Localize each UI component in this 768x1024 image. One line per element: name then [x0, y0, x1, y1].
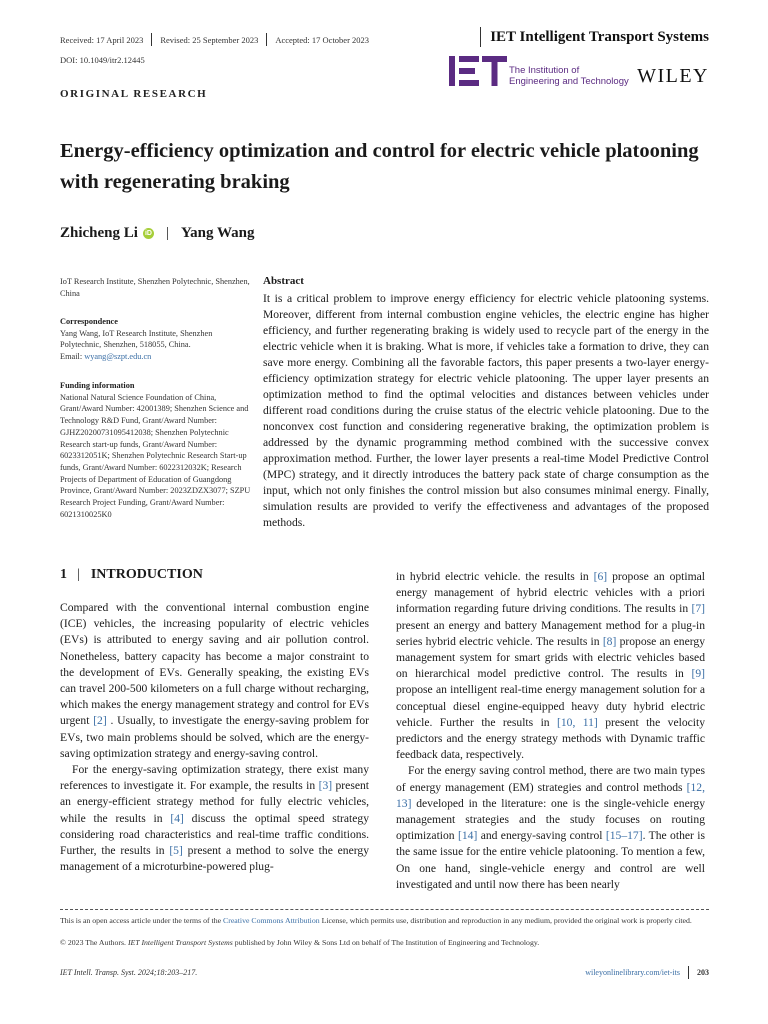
page-footer [585, 966, 709, 979]
section-title: INTRODUCTION [90, 567, 203, 582]
citation-link[interactable]: [4] [170, 811, 184, 825]
text-run: . Usually, to investigate the energy-saving problem for EVs, two main problems should be solved, which are the energy-saving optimization strategy and energy-saving control. [60, 714, 369, 760]
page-number: 203 [697, 968, 709, 977]
text-run: This is an open access article under the terms of the [60, 916, 224, 925]
citation-link[interactable]: [10, 11] [557, 715, 598, 729]
divider [480, 27, 481, 47]
text-run: propose an optimal energy management of hybrid electric vehicles with a priori information regarding future driving conditions. The results in [396, 570, 705, 616]
citation-link[interactable]: [7] [691, 602, 705, 616]
text-run: . The other is the same issue for the entire vehicle platooning. To mention a few, On one hand, single-vehicle energy and control are well investigated and until now there has been nearly [396, 829, 705, 891]
website-link[interactable]: wileyonlinelibrary.com/iet-its [585, 968, 680, 977]
text-run: in hybrid electric vehicle. the results in [396, 570, 594, 583]
author-list [60, 225, 254, 242]
doi[interactable]: DOI: 10.1049/itr2.12445 [60, 55, 145, 65]
text-run: © 2023 The Authors. [60, 938, 128, 947]
text-run: developed in the literature: one is the single-vehicle energy management strategies and the study focuses on routing optimization [396, 796, 705, 843]
affiliation: IoT Research Institute, Shenzhen Polytechnic, Shenzhen, China [60, 277, 250, 298]
text-run: present a method to solve the energy management of a microturbine-powered plug- [60, 844, 369, 874]
citation-link[interactable]: [14] [457, 829, 478, 843]
citation-link[interactable]: [3] [318, 779, 333, 793]
license-link[interactable]: Creative Commons Attribution [223, 916, 320, 925]
paragraph [396, 569, 705, 763]
text-run: present the velocity predictors and the energy strategy methods with Dynamic traffic feedback data, respectively. [396, 715, 706, 762]
citation-link[interactable]: [8] [602, 634, 617, 648]
citation-link[interactable]: [12, 13] [396, 780, 705, 810]
text-run: License, which permits use, distribution and reproduction in any medium, provided the original work is properly cited. [319, 916, 692, 925]
iet-logo-line2: Engineering and Technology [509, 76, 629, 87]
text-run: propose an energy management system for smart grids with electric vehicles based on hierarchical model predictive control. The results in [396, 634, 705, 681]
revised-date: Revised: 25 September 2023 [160, 34, 259, 45]
email-link[interactable]: wyang@szpt.edu.cn [84, 352, 152, 362]
text-run: For the energy-saving optimization strategy, there exist many references to investigate it. For example, the results in [60, 763, 369, 793]
author-name[interactable]: Yang Wang [180, 225, 255, 241]
body-column-right [396, 569, 705, 893]
citation-link[interactable]: [9] [691, 667, 705, 681]
article-title: Energy-efficiency optimization and control for electric vehicle platooning with regenerating braking [60, 140, 699, 193]
license-note [60, 915, 709, 926]
article-dates [60, 33, 369, 46]
iet-logo-icon [449, 56, 507, 86]
email-line [60, 351, 252, 363]
iet-logo-line1: The Institution of [509, 65, 580, 76]
divider [266, 33, 267, 46]
article-category: ORIGINAL RESEARCH [60, 88, 208, 100]
abstract-heading: Abstract [263, 275, 304, 287]
text-run: Compared with the conventional internal combustion engine (ICE) vehicles, the increasing popularity of electric vehicles (EVs) is attributed to energy saving and air pollution control. Nonetheless, battery capacity has become a major constraint to the development of EVs. Generally speaking, the existing EVs can travel 200-500 kilometers on a full charge without recharging, which makes the energy management strategy and control for EVs urgent [60, 601, 369, 728]
paragraph [396, 763, 705, 893]
text-run: For the energy saving control method, there are two main types of energy management (EM) strategies and control methods [396, 764, 705, 794]
text-run: published by John Wiley & Sons Ltd on behalf of The Institution of Engineering and Technology. [232, 938, 540, 947]
correspondence-heading: Correspondence [60, 317, 118, 326]
received-date: Received: 17 April 2023 [60, 34, 144, 45]
text-run: and energy-saving control [477, 829, 606, 843]
author-separator: | [165, 225, 169, 241]
section-number: 1 [60, 567, 67, 582]
citation-link[interactable]: [2] [93, 714, 107, 728]
divider [688, 966, 689, 979]
text-run: propose an intelligent real-time energy management solution for a conceptual diesel engine-equipped heavy duty hybrid electric vehicle. Further the results in [396, 683, 705, 729]
copyright-note [60, 938, 709, 947]
body-column-left [60, 600, 369, 875]
section-heading [60, 567, 203, 583]
citation-link[interactable]: [5] [169, 844, 183, 858]
citation-link[interactable]: [15–17] [605, 829, 643, 843]
journal-name-text: IET Intelligent Transport Systems [490, 28, 709, 45]
journal-name [480, 27, 709, 47]
footnote-divider [60, 909, 709, 910]
citation-line: IET Intell. Transp. Syst. 2024;18:203–217. [60, 968, 198, 977]
wiley-logo: WILEY [637, 65, 709, 87]
correspondence-text: Yang Wang, IoT Research Institute, Shenzhen Polytechnic, Shenzhen, 518055, China. [60, 328, 213, 350]
citation-link[interactable]: [6] [593, 570, 608, 583]
text-run: present an energy-efficient strategy method for fully electric vehicles, while the results in [60, 779, 369, 825]
funding-heading: Funding information [60, 381, 135, 390]
accepted-date: Accepted: 17 October 2023 [275, 34, 370, 45]
abstract-text: It is a critical problem to improve energy efficiency for electric vehicle platooning systems. Moreover, different from internal combustion engine vehicles, the electric engine has higher efficiency, and further regenerating braking is widely used to recycle part of the energy in the electric vehicle when it is braking. What is more, if vehicles take a formation to drive, they can save more energy. Combining all the favorable factors, this paper presents a two-layer energy-efficiency optimization strategy for electric vehicle platooning. The upper layer presents an optimization method to find the optimal velocities and distances between vehicles under different road conditions during the cruise status of the electric vehicle platooning. Due to the nonconvex cost function and considering regenerative braking, the optimization problem is addressed by the dynamic programming method combined with the successive convex approximation method. Further, the lower layer presents a real-time Model Predictive Control (MPC) strategy, and it directly introduces the battery pack state of charge consumption as the input, which not only finishes the control mission but also consumes minimal energy. Finally, simulation results are provided to verify the effectiveness and advantages of the proposed methods. [263, 292, 709, 529]
text-run: present an energy and battery Management method for a plug-in series hybrid electric vehicle. The results in [396, 618, 705, 648]
section-divider: | [77, 567, 80, 582]
paragraph [60, 762, 369, 875]
author-name[interactable]: Zhicheng Li [60, 225, 138, 241]
iet-logo-text [509, 65, 629, 87]
orcid-icon[interactable]: iD [144, 230, 152, 237]
funding [60, 380, 252, 520]
email-label: Email: [60, 352, 85, 362]
text-run: discuss the optimal speed strategy considering road characteristics and real-time traffic conditions. Further, the results in [60, 811, 369, 858]
divider [151, 33, 152, 46]
correspondence [60, 316, 252, 363]
paragraph [60, 600, 369, 762]
journal-italic: IET Intelligent Transport Systems [127, 938, 233, 947]
funding-text: National Natural Science Foundation of China, Grant/Award Number: 42001389; Shenzhen Science and Technology R&D Fund, Grant/Award Number: GJHZ20200731095412038; Shenzhen Polytechnic Research start-up funds, Grant/Award Number: 6023312051K; Shenzhen Polytechnic Research Start-up funds, Grant/Award Number: 6022312032K; Research Projects of Department of Education of Guangdong Province, Grant/Award Number: 2023ZDZX3077; SZPU Research Project Funding, Grant/Award Number: 6021310025K0 [60, 392, 251, 519]
